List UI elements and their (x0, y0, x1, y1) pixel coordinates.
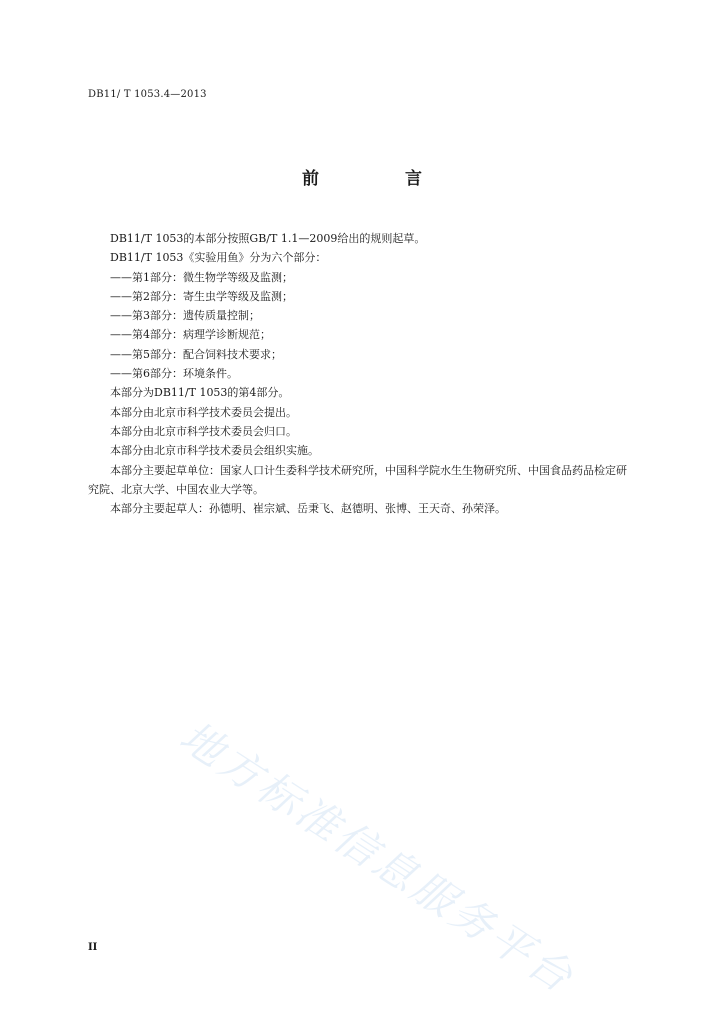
list-item: ——第4部分：病理学诊断规范； (110, 328, 271, 342)
paragraph: 本部分由北京市科学技术委员会提出。 (110, 405, 297, 419)
list-item: ——第3部分：遗传质量控制； (110, 309, 260, 323)
foreword-body (88, 229, 636, 518)
paragraph: DB11/T 1053《实验用鱼》分为六个部分： (110, 251, 327, 265)
document-code: DB11/ T 1053.4—2013 (88, 89, 207, 100)
list-item: ——第6部分：环境条件。 (110, 367, 238, 381)
paragraph: DB11/T 1053的本部分按照GB/T 1.1—2009给出的规则起草。 (110, 232, 426, 245)
paragraph: 本部分主要起草单位：国家人口计生委科学技术研究所，中国科学院水生生物研究所、中国食品药品检定研究院、北京大学、中国农业大学等。 (88, 463, 627, 496)
paragraph: 本部分主要起草人：孙德明、崔宗斌、岳秉飞、赵德明、张博、王天奇、孙荣泽。 (110, 502, 506, 516)
watermark: 地方标准信息服务平台 (171, 711, 584, 1004)
paragraph: 本部分为DB11/T 1053的第4部分。 (110, 386, 290, 400)
list-item: ——第1部分：微生物学等级及监测； (110, 270, 293, 284)
list-item: ——第5部分：配合饲料技术要求； (110, 347, 282, 361)
paragraph: 本部分由北京市科学技术委员会归口。 (110, 424, 297, 438)
paragraph: 本部分由北京市科学技术委员会组织实施。 (110, 444, 319, 458)
list-item: ——第2部分：寄生虫学等级及监测； (110, 289, 293, 303)
page-number: II (88, 942, 98, 953)
page-title: 前 言 (302, 169, 462, 189)
